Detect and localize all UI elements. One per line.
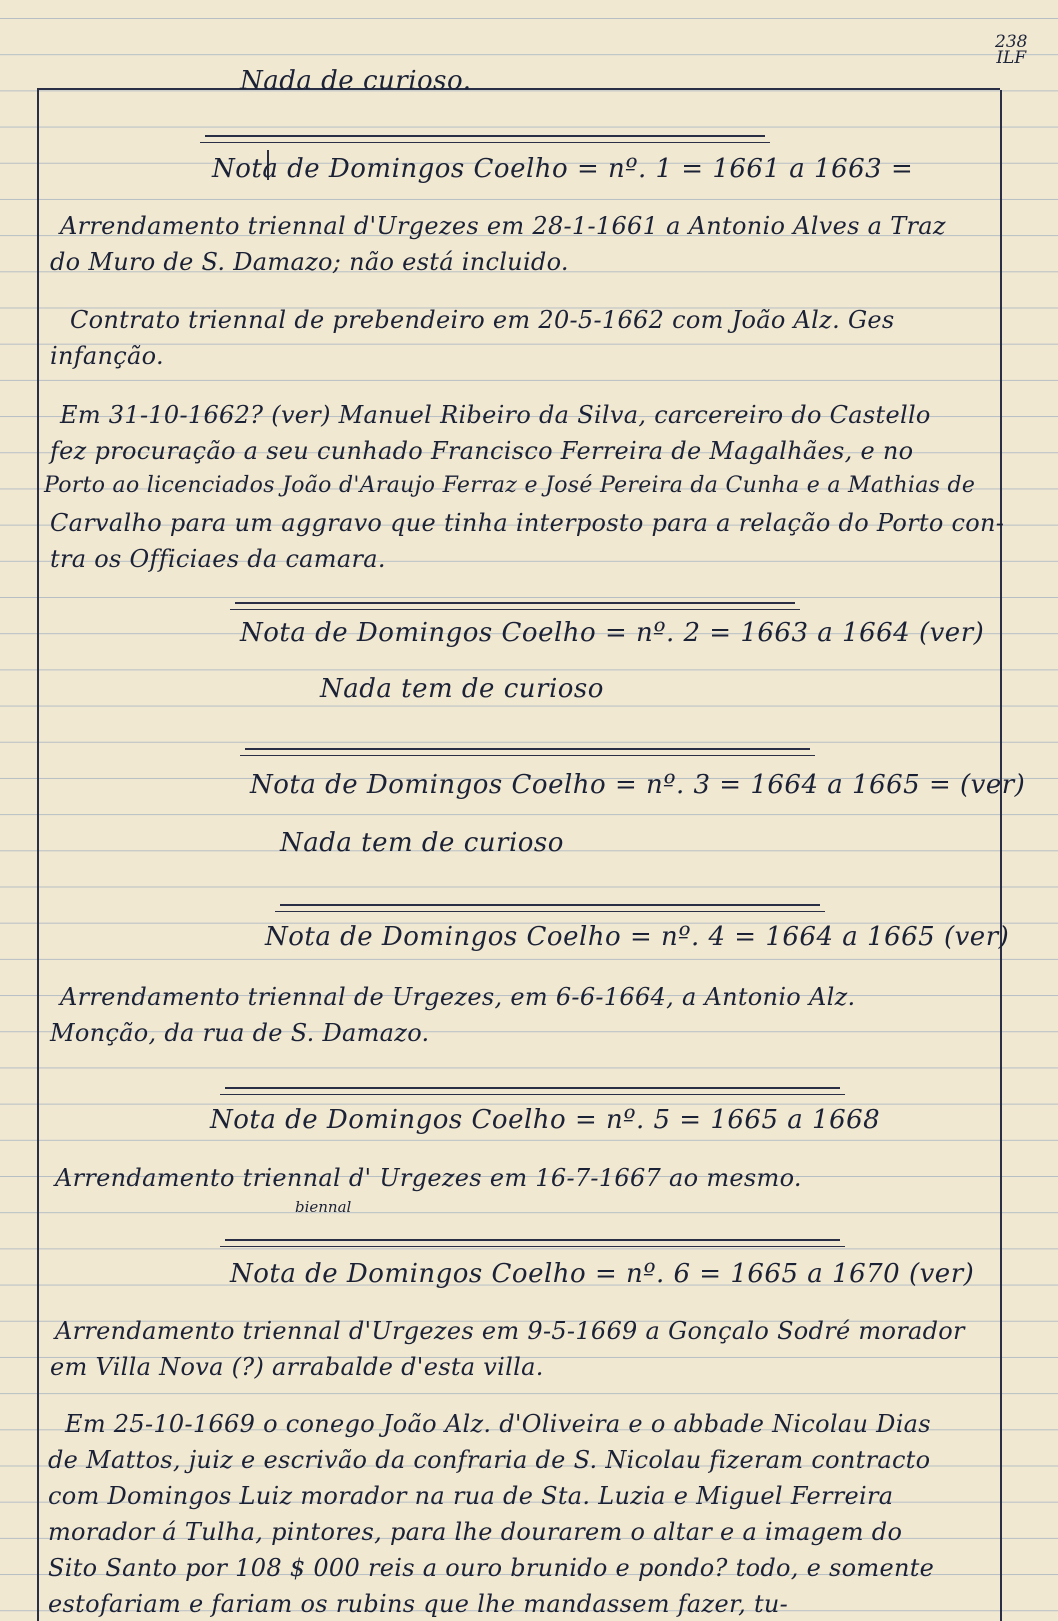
section-2-heading: Nota de Domingos Coelho = nº. 2 = 1663 a 1664 (ver) [240,618,985,648]
left-margin-line [37,90,39,1621]
s6-p1-line2: em Villa Nova (?) arrabalde d'esta villa. [50,1353,544,1381]
section-2-text: Nada tem de curioso [320,674,604,704]
section-2-rule [235,602,795,604]
s5-correction-note: biennal [295,1198,352,1216]
s1-p3-line5: tra os Officiaes da camara. [50,545,386,573]
s4-p1-line2: Monção, da rua de S. Damazo. [50,1019,430,1047]
s6-p2-line4: morador á Tulha, pintores, para lhe dourarem o altar e a imagem do [48,1518,903,1546]
s6-p2-line5: Sito Santo por 108 $ 000 reis a ouro brunido e pondo? todo, e somente [48,1554,935,1582]
section-5-rule-2 [220,1094,845,1095]
s1-p1-line2: do Muro de S. Damazo; não está incluido. [50,248,569,276]
top-margin-line [37,88,1000,90]
section-3-text: Nada tem de curioso [280,828,564,858]
section-4-rule-2 [275,911,825,912]
s5-p1-line1: Arrendamento triennal d' Urgezes em 16-7-1667 ao mesmo. [55,1164,802,1192]
s6-p2-line6: estofariam e fariam os rubins que lhe mandassem fazer, tu- [48,1590,789,1618]
s1-p2-line1: Contrato triennal de prebendeiro em 20-5-1662 com João Alz. Ges [70,306,895,334]
top-note: Nada de curioso. [240,66,472,96]
right-margin-line [1000,90,1002,1621]
s6-p2-line1: Em 25-10-1669 o conego João Alz. d'Oliveira e o abbade Nicolau Dias [65,1410,931,1438]
s6-p1-line1: Arrendamento triennal d'Urgezes em 9-5-1669 a Gonçalo Sodré morador [55,1317,965,1345]
section-3-rule [245,748,810,750]
section-5-heading: Nota de Domingos Coelho = nº. 5 = 1665 a 1668 [210,1105,881,1135]
s6-p2-line2: de Mattos, juiz e escrivão da confraria de S. Nicolau fizeram contracto [48,1446,931,1474]
s6-p2-line3: com Domingos Luiz morador na rua de Sta. Luzia e Miguel Ferreira [48,1482,894,1510]
s1-p3-line3: Porto ao licenciados João d'Araujo Ferraz e José Pereira da Cunha e a Mathias de [44,473,976,498]
section-3-rule-2 [240,755,815,756]
s1-p3-line1: Em 31-10-1662? (ver) Manuel Ribeiro da Silva, carcereiro do Castello [60,401,931,429]
section-1-heading: Nota de Domingos Coelho = nº. 1 = 1661 a 1663 = [212,154,914,184]
section-4-rule [280,904,820,906]
s1-p3-line2: fez procuração a seu cunhado Francisco Ferreira de Magalhães, e no [50,437,914,465]
section-1-rule [205,135,765,137]
section-5-rule [225,1087,840,1089]
s1-p3-line4: Carvalho para um aggravo que tinha interposto para a relação do Porto con- [50,509,1005,537]
s1-p2-line2: infanção. [50,342,164,370]
section-6-rule-2 [220,1246,845,1247]
page-number-secondary: ILF [996,48,1027,68]
section-4-heading: Nota de Domingos Coelho = nº. 4 = 1664 a 1665 (ver) [265,922,1010,952]
page-number [995,34,1027,66]
s4-p1-line1: Arrendamento triennal de Urgezes, em 6-6-1664, a Antonio Alz. [60,983,856,1011]
section-6-rule [225,1239,840,1241]
section-3-heading: Nota de Domingos Coelho = nº. 3 = 1664 a 1665 = (ver) [250,770,1026,800]
s1-p1-line1: Arrendamento triennal d'Urgezes em 28-1-1661 a Antonio Alves a Traz [60,212,946,240]
page-number-primary: 238 [995,32,1028,52]
section-1-rule-2 [200,142,770,143]
section-6-heading: Nota de Domingos Coelho = nº. 6 = 1665 a 1670 (ver) [230,1259,975,1289]
section-2-rule-2 [230,609,800,610]
